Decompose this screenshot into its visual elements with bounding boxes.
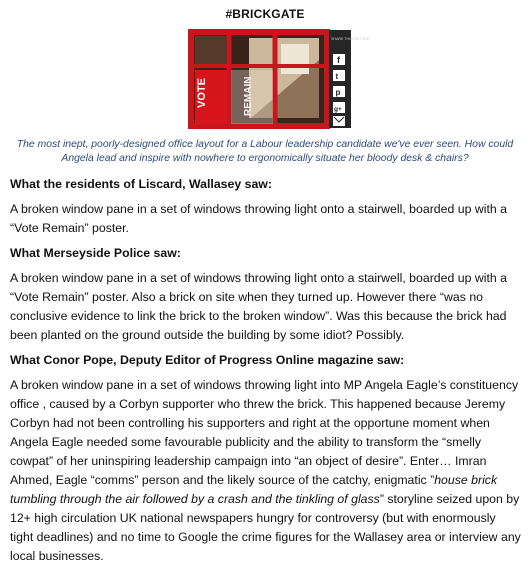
page-title: #BRICKGATE xyxy=(225,7,305,21)
section-paragraph-conor-pope xyxy=(10,376,522,566)
photo-caption: The most inept, poorly-designed office layout for a Labour leadership candidate we've ever seen. How could Angela lead and inspire with nowhere to ergonomically situate her bloody desk & chairs? xyxy=(16,139,514,164)
glass-pane-top-left xyxy=(195,36,227,64)
poster-text-remain: REMAIN xyxy=(243,76,254,116)
section-paragraph-residents: A broken window pane in a set of windows throwing light onto a stairwell, boarded up with a “Vote Remain” poster. xyxy=(10,202,507,235)
svg-text:g+: g+ xyxy=(334,106,342,113)
share-panel-label: SHARE THIS PICTURE xyxy=(331,37,370,41)
paragraph-text-start: A broken window pane in a set of windows throwing light into MP Angela Eagle’s constituency office , caused by a Corbyn supporter who threw the brick. This happened because Jeremy Corbyn had not been controlling his supporters and right at the opportune moment when Angela Eagle needed some favourable publicity and the ability to transform the “smelly cowpat” of her uninspiring leadership campaign into “an object of desire”. Enter… Imran Ahmed, Eagle “comms” person and the likely source of the catchy, enigmatic ” xyxy=(10,378,519,487)
poster-text-vote: VOTE xyxy=(196,78,208,108)
svg-text:p: p xyxy=(335,88,341,97)
svg-text:f: f xyxy=(337,55,340,65)
paragraph-text-italic-quote: house brick tumbling through the air followed by a crash and the tinkling of glass xyxy=(10,473,498,506)
glass-pane-bottom-middle xyxy=(231,70,273,124)
section-heading-conor-pope: What Conor Pope, Deputy Editor of Progress Online magazine saw: xyxy=(10,353,405,367)
section-heading-police: What Merseyside Police saw: xyxy=(10,246,181,260)
stairwell-light xyxy=(281,44,309,74)
paragraph-text-end: ” storyline seized upon by 12+ high circulation UK national newspapers hungry for controversy (but with enormously tight deadlines) and no time to Google the crime figures for the Wallasey area or interview any local businesses. xyxy=(10,492,521,563)
section-heading-residents: What the residents of Liscard, Wallasey saw: xyxy=(10,177,272,191)
article-body xyxy=(10,176,522,573)
section-paragraph-police: A broken window pane in a set of windows throwing light onto a stairwell, boarded up with a “Vote Remain” poster. Also a brick on site when they turned up. However there “was no conclusive evidence to link the brick to the broken window”. Was this because the brick had been planted on the ground outside the building by some idiot? Possibly. xyxy=(10,271,507,342)
svg-text:t: t xyxy=(335,72,339,81)
window-photo-illustration xyxy=(189,30,370,128)
stairwell-window-photo xyxy=(189,30,370,128)
